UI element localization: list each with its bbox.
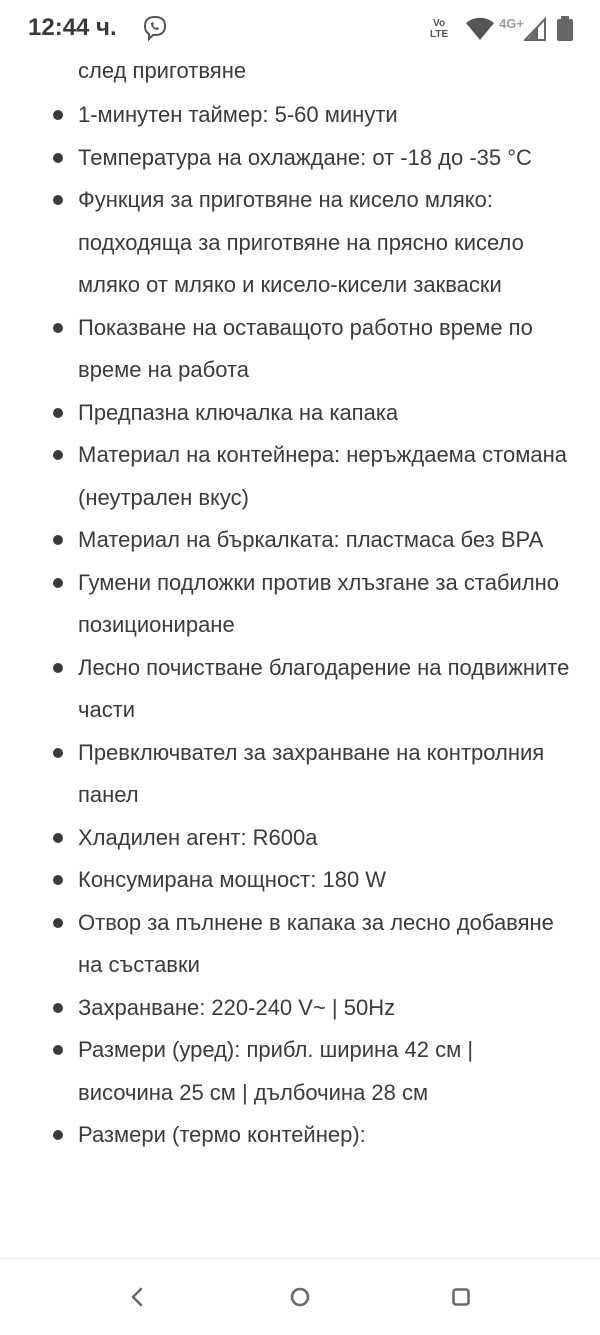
spec-item-text: Гумени подложки против хлъзгане за стабилно позициониране	[78, 569, 560, 637]
spec-item-text: Хладилен агент: R600a	[78, 824, 318, 850]
bullet-icon	[53, 1003, 63, 1013]
spec-list-item	[0, 902, 600, 987]
recents-button[interactable]	[447, 1283, 475, 1311]
spec-list-item	[0, 519, 600, 562]
spec-content	[0, 48, 600, 1335]
bullet-icon	[53, 833, 63, 843]
spec-item-text: Температура на охлаждане: от -18 до -35 °C	[78, 144, 532, 170]
spec-item-text: Показване на оставащото работно време по време на работа	[78, 314, 533, 382]
home-button[interactable]	[286, 1283, 314, 1311]
bullet-icon	[53, 748, 63, 758]
spec-item-text: Отвор за пълнене в капака за лесно добавяне на съставки	[78, 909, 554, 977]
bullet-icon	[53, 110, 63, 120]
spec-list-item	[0, 1114, 600, 1157]
battery-icon	[556, 16, 574, 42]
spec-list-item	[0, 94, 600, 137]
volte-indicator	[427, 18, 451, 40]
bullet-icon	[53, 1045, 63, 1055]
status-bar	[0, 0, 600, 58]
bullet-icon	[53, 450, 63, 460]
spec-list-item	[0, 562, 600, 647]
spec-item-text: Материал на контейнера: неръждаема стомана (неутрален вкус)	[78, 442, 567, 510]
bullet-icon	[53, 195, 63, 205]
spec-list-item	[0, 859, 600, 902]
spec-list-item	[0, 307, 600, 392]
bullet-icon	[53, 535, 63, 545]
bullet-icon	[53, 1130, 63, 1140]
navigation-bar	[0, 1258, 600, 1335]
bullet-icon	[53, 153, 63, 163]
spec-item-text: Размери (уред): прибл. ширина 42 см | височина 25 см | дълбочина 28 см	[78, 1037, 474, 1105]
cut-off-text: след приготвяне	[78, 58, 247, 83]
spec-list-item	[0, 1029, 600, 1114]
spec-list-item	[0, 817, 600, 860]
network-type: 4G+	[499, 15, 524, 31]
spec-item-text: Консумирана мощност: 180 W	[78, 867, 387, 892]
spec-list-item	[0, 137, 600, 180]
spec-list-item	[0, 392, 600, 435]
wifi-icon	[465, 17, 495, 41]
spec-list-item	[0, 434, 600, 519]
back-button[interactable]	[124, 1283, 152, 1311]
volte-line1: Vo	[433, 18, 446, 29]
status-icons	[427, 15, 574, 43]
signal-icon	[524, 17, 546, 41]
spec-list-item	[0, 647, 600, 732]
spec-item-text: Превключвател за захранване на контролния панел	[78, 739, 545, 807]
bullet-icon	[53, 323, 63, 333]
spec-item-text: Захранване: 220-240 V~ | 50Hz	[78, 994, 396, 1020]
spec-item-text: Материал на бъркалката: пластмаса без BPA	[78, 527, 544, 552]
status-time: 12:44 ч.	[28, 14, 117, 41]
volte-line2: LTE	[429, 29, 449, 40]
bullet-icon	[53, 918, 63, 928]
spec-item-text: Лесно почистване благодарение на подвижните части	[78, 654, 570, 722]
spec-list	[0, 94, 600, 1157]
viber-icon	[141, 14, 169, 42]
bullet-icon	[53, 408, 63, 418]
spec-item-text: 1-минутен таймер: 5-60 минути	[78, 102, 398, 127]
bullet-icon	[53, 875, 63, 885]
spec-item-text: Предпазна ключалка на капака	[78, 399, 399, 425]
spec-item-text: Функция за приготвяне на кисело мляко: подходяща за приготвяне на прясно кисело мляко от мляко и кисело-кисели закваски	[78, 187, 524, 297]
spec-list-item	[0, 732, 600, 817]
bullet-icon	[53, 578, 63, 588]
bullet-icon	[53, 663, 63, 673]
spec-list-item	[0, 987, 600, 1030]
spec-item-text: Размери (термо контейнер):	[78, 1122, 366, 1147]
spec-list-item	[0, 179, 600, 307]
